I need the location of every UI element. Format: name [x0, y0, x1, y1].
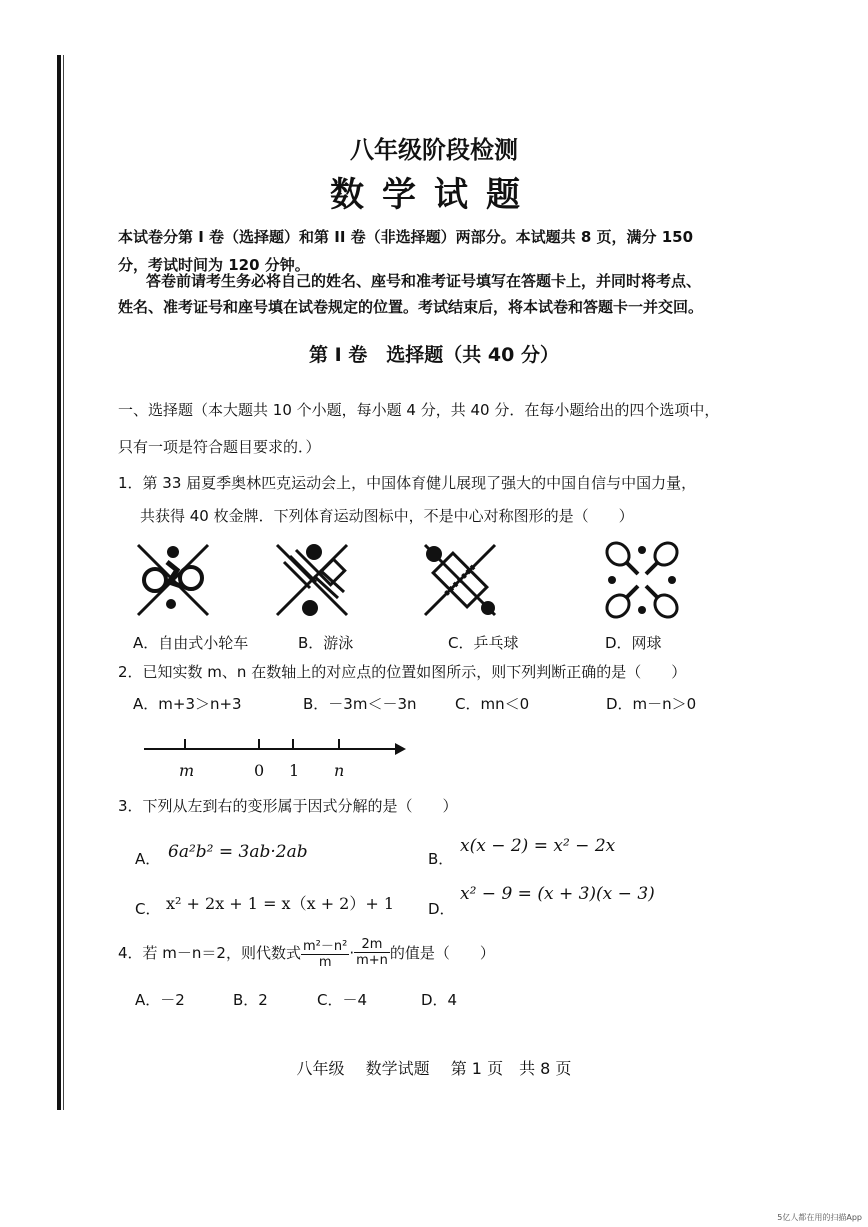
axis-label-m: m [179, 761, 195, 780]
q2-stem: 2．已知实数 m、n 在数轴上的对应点的位置如图所示，则下列判断正确的是（ ） [118, 663, 687, 681]
bmx-icon [133, 540, 213, 620]
q4-fraction-2-numerator: 2m [354, 937, 390, 953]
table-tennis-icon [420, 540, 500, 620]
q4-stem [118, 935, 495, 970]
instructions-line-3: 答卷前请考生务必将自己的姓名、座号和准考证号填写在答题卡上，并同时将考点、 [146, 272, 702, 290]
axis-label-1: 1 [289, 761, 300, 780]
part1-intro-line-2: 只有一项是符合题目要求的．） [118, 438, 321, 456]
q1-stem-line-2: 共获得 40 枚金牌．下列体育运动图标中，不是中心对称图形的是（ ） [140, 507, 634, 525]
q1-option-d: D．网球 [605, 634, 662, 652]
q4-multiply-dot: · [349, 943, 355, 962]
q2-option-d: D．m－n＞0 [606, 695, 697, 713]
q3-option-c-expr: x² + 2x + 1 = x（x + 2）+ 1 [166, 894, 395, 913]
q3-option-b-letter: B． [428, 850, 454, 868]
instructions-line-1: 本试卷分第 I 卷（选择题）和第 II 卷（非选择题）两部分。本试题共 8 页，满分 150 [118, 228, 694, 246]
swimming-icon [272, 540, 352, 620]
number-line [140, 735, 410, 755]
q4-stem-prefix: 4．若 m－n＝2，则代数式 [118, 944, 301, 962]
q1-stem-line-1: 1．第 33 届夏季奥林匹克运动会上，中国体育健儿展现了强大的中国自信与中国力量， [118, 474, 697, 492]
q4-fraction-1-numerator: m²－n² [301, 935, 349, 955]
tennis-icon [602, 540, 682, 620]
q2-option-b: B．－3m＜－3n [303, 695, 417, 713]
q3-option-a-letter: A． [135, 850, 161, 868]
exam-title: 八年级阶段检测 [350, 136, 518, 164]
q4-fraction-1 [301, 935, 349, 970]
instructions-line-2: 分，考试时间为 120 分钟。 [118, 256, 310, 274]
q4-option-c: C．－4 [317, 991, 368, 1009]
page-footer: 八年级 数学试题 第 1 页 共 8 页 [296, 1059, 572, 1078]
q4-option-a: A．－2 [135, 991, 185, 1009]
q3-option-d-letter: D． [428, 900, 455, 918]
q1-option-b: B．游泳 [298, 634, 354, 652]
part1-intro-line-1: 一、选择题（本大题共 10 个小题，每小题 4 分，共 40 分．在每小题给出的四个选项中， [118, 401, 720, 419]
q3-option-d-expr: x² − 9 = (x + 3)(x − 3) [460, 884, 655, 904]
q1-option-a: A．自由式小轮车 [133, 634, 249, 652]
q4-fraction-2 [354, 937, 390, 968]
q1-option-c: C．乒乓球 [448, 634, 519, 652]
q3-stem: 3．下列从左到右的变形属于因式分解的是（ ） [118, 797, 458, 815]
q4-fraction-1-denominator: m [318, 955, 332, 970]
q3-option-b-expr: x(x − 2) = x² − 2x [460, 836, 616, 856]
q2-option-a: A．m+3＞n+3 [133, 695, 242, 713]
q4-fraction-2-denominator: m+n [356, 953, 388, 968]
axis-label-n: n [334, 761, 345, 780]
q3-option-c-letter: C． [135, 900, 161, 918]
q2-option-c: C．mn＜0 [455, 695, 530, 713]
q4-option-d: D．4 [421, 991, 458, 1009]
q4-stem-suffix: 的值是（ ） [389, 944, 495, 962]
q3-option-a-expr: 6a²b² = 3ab·2ab [168, 842, 308, 862]
section-title: 第 I 卷 选择题（共 40 分） [309, 344, 559, 366]
scanner-watermark: 5亿人都在用的扫描App [777, 1213, 862, 1222]
axis-label-0: 0 [254, 761, 265, 780]
q4-option-b: B．2 [233, 991, 268, 1009]
exam-subject-title: 数学试题 [330, 175, 538, 215]
instructions-line-4: 姓名、准考证号和座号填在试卷规定的位置。考试结束后，将本试卷和答题卡一并交回。 [118, 298, 704, 316]
